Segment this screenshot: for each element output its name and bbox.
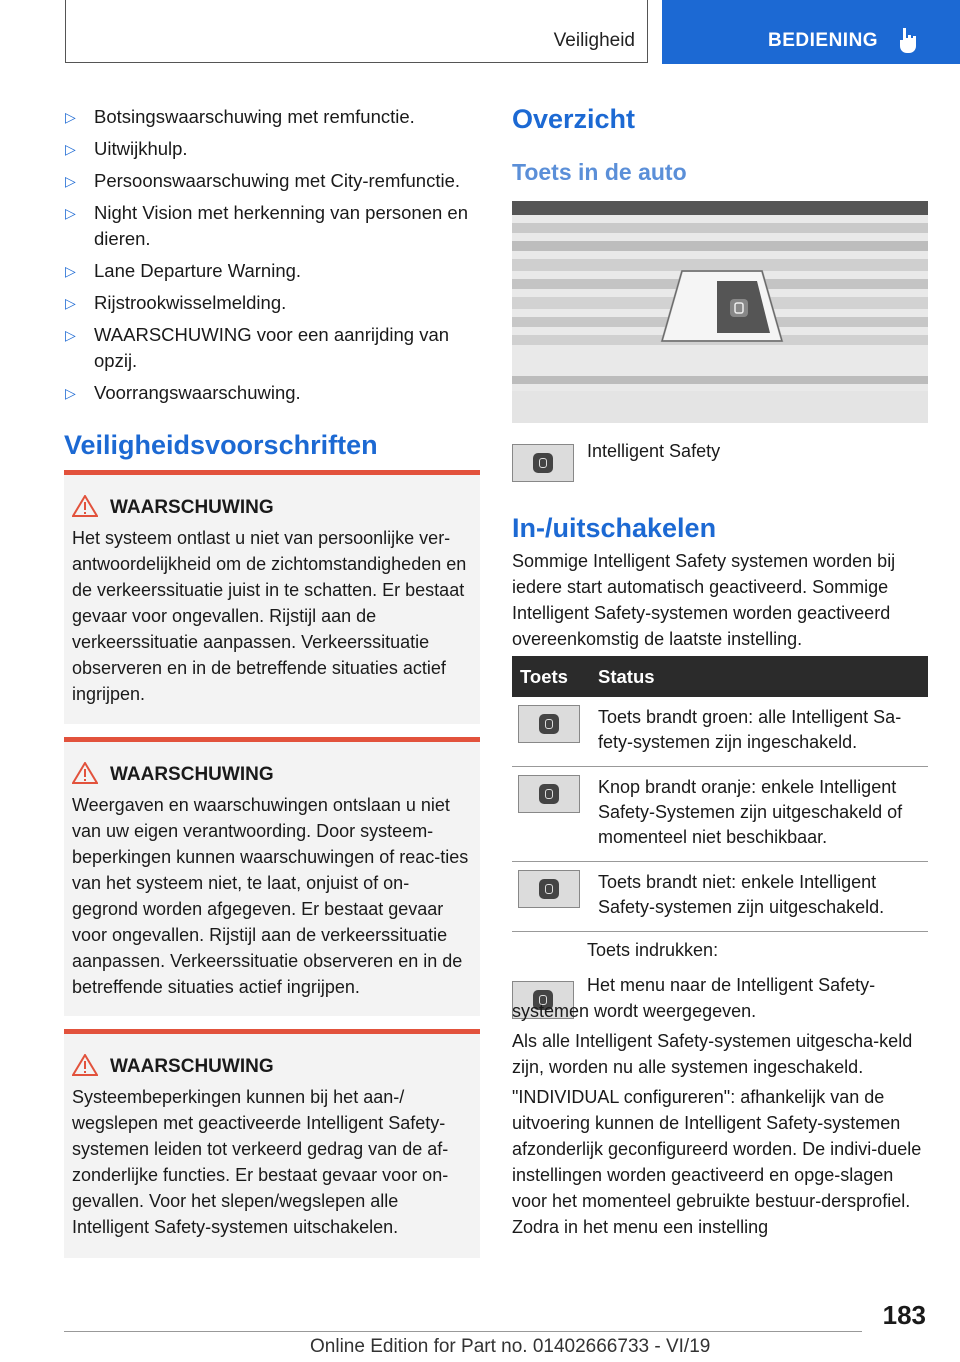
list-item: ▷ Uitwijkhulp. xyxy=(64,136,484,162)
table-row xyxy=(512,697,928,767)
warning-text: Weergaven en waarschuwingen ontslaan u niet van uw eigen verantwoording. Door systeem-beperkingen kunnen waarschuwingen of reac-ties van het systeem niet, te laat, onjuist of on-gegrond worden afgegeven. Er bestaat gevaar voor ongevallen. Rijstijl aan de verkeerssituatie aanpassen. Verkeerssituatie observeren en in de betreffende situaties actief ingrijpen. xyxy=(72,795,469,997)
triangle-bullet-icon: ▷ xyxy=(65,295,76,311)
status-text: Toets brandt niet: enkele Intelligent Safety-systemen zijn uitgeschakeld. xyxy=(590,862,928,932)
section-title: Veiligheid xyxy=(553,30,635,51)
dashboard-button-photo xyxy=(512,201,928,423)
intelligent-safety-button-icon xyxy=(512,444,574,482)
paragraph: Als alle Intelligent Safety-systemen uitgescha-keld zijn, worden nu alle systemen ingeschakeld. xyxy=(512,1031,913,1077)
list-item: ▷ Night Vision met herkenning van personen en dieren. xyxy=(65,202,469,249)
intelligent-safety-button-icon xyxy=(518,705,580,743)
status-text: Knop brandt oranje: enkele Intelligent Safety-Systemen zijn uitgeschakeld of momenteel niet beschikbaar. xyxy=(590,767,928,862)
warning-triangle-icon xyxy=(72,495,98,517)
footer-divider xyxy=(64,1331,862,1332)
press-instruction: Toets indrukken: xyxy=(587,940,719,960)
triangle-bullet-icon: ▷ xyxy=(65,263,76,279)
intelligent-safety-button-icon xyxy=(518,775,580,813)
table-row xyxy=(512,862,928,932)
warning-triangle-icon xyxy=(72,1054,98,1076)
intelligent-safety-button-icon xyxy=(518,870,580,908)
triangle-bullet-icon: ▷ xyxy=(65,141,76,157)
table-header-key: Toets xyxy=(512,656,590,697)
switch-intro: Sommige Intelligent Safety systemen worden bij iedere start automatisch geactiveerd. Sommige Intelligent Safety-systemen worden geactiveerd overeenkomstig de laatste instelling. xyxy=(512,551,896,649)
paragraph: "INDIVIDUAL configureren": afhankelijk van de uitvoering kunnen de Intelligent Safety-systemen afzonderlijk geconfigureerd worden. De indivi-duele instellingen worden geactiveerd en opge-slagen voor het momenteel gebruikte bestuur-dersprofiel. Zodra in het menu een instelling xyxy=(512,1087,922,1237)
warning-text: Systeembeperkingen kunnen bij het aan-/ wegslepen met geactiveerde Intelligent Safety-systemen leiden tot verkeerd gedrag van de af-zonderlijke functies. Er bestaat gevaar voor on-gevallen. Voor het slepen/wegslepen alle Intelligent Safety-systemen uitschakelen. xyxy=(72,1087,449,1237)
warning-triangle-icon xyxy=(72,762,98,784)
list-item: ▷ Botsingswaarschuwing met remfunctie. xyxy=(64,104,484,130)
status-table-wrap xyxy=(512,656,928,932)
safety-heading: Veiligheidsvoorschriften xyxy=(64,430,378,460)
overview-heading: Overzicht xyxy=(512,104,636,134)
button-label: Intelligent Safety xyxy=(587,441,721,461)
triangle-bullet-icon: ▷ xyxy=(65,385,76,401)
triangle-bullet-icon: ▷ xyxy=(65,327,76,343)
pointing-hand-icon xyxy=(896,26,920,54)
triangle-bullet-icon: ▷ xyxy=(65,109,76,125)
warning-text: Het systeem ontlast u niet van persoonlijke ver-antwoordelijkheid om de zichtomstandigheden en de verkeerssituatie juist in te schatten. Er bestaat gevaar voor ongevallen. Rijstijl aan de verkeerssituatie aanpassen. Verkeerssituatie observeren en in de betreffende situaties actief ingrijpen. xyxy=(72,528,467,704)
switch-heading: In-/uitschakelen xyxy=(512,513,717,543)
feature-list xyxy=(64,104,484,412)
status-table xyxy=(512,656,928,932)
button-subheading: Toets in de auto xyxy=(512,159,687,185)
warning-box xyxy=(64,737,480,1016)
footer-text: Online Edition for Part no. 01402666733 - VI/19 xyxy=(310,1336,711,1357)
warning-title: WAARSCHUWING xyxy=(110,764,472,786)
triangle-bullet-icon: ▷ xyxy=(65,173,76,189)
warning-title: WAARSCHUWING xyxy=(110,1056,472,1078)
warning-box xyxy=(64,1029,480,1258)
list-item: ▷ Rijstrookwisselmelding. xyxy=(64,290,484,316)
list-item: ▷ Persoonswaarschuwing met City-remfunctie. xyxy=(64,168,484,194)
warning-box xyxy=(64,470,480,724)
triangle-bullet-icon: ▷ xyxy=(65,205,76,221)
list-item: ▷ Voorrangswaarschuwing. xyxy=(64,380,484,406)
chapter-tab[interactable] xyxy=(662,0,960,64)
chapter-tab-label: BEDIENING xyxy=(768,30,879,51)
list-item: ▷ WAARSCHUWING voor een aanrijding van opzij. xyxy=(65,324,450,371)
warning-title: WAARSCHUWING xyxy=(110,497,472,519)
status-text: Toets brandt groen: alle Intelligent Sa-fety-systemen zijn ingeschakeld. xyxy=(590,697,928,767)
press-result: Het menu naar de Intelligent Safety-systemen wordt weergegeven. xyxy=(512,975,876,1021)
list-item: ▷ Lane Departure Warning. xyxy=(64,258,484,284)
page-number: 183 xyxy=(882,1300,926,1330)
table-row xyxy=(512,767,928,862)
table-header-status: Status xyxy=(590,656,928,697)
